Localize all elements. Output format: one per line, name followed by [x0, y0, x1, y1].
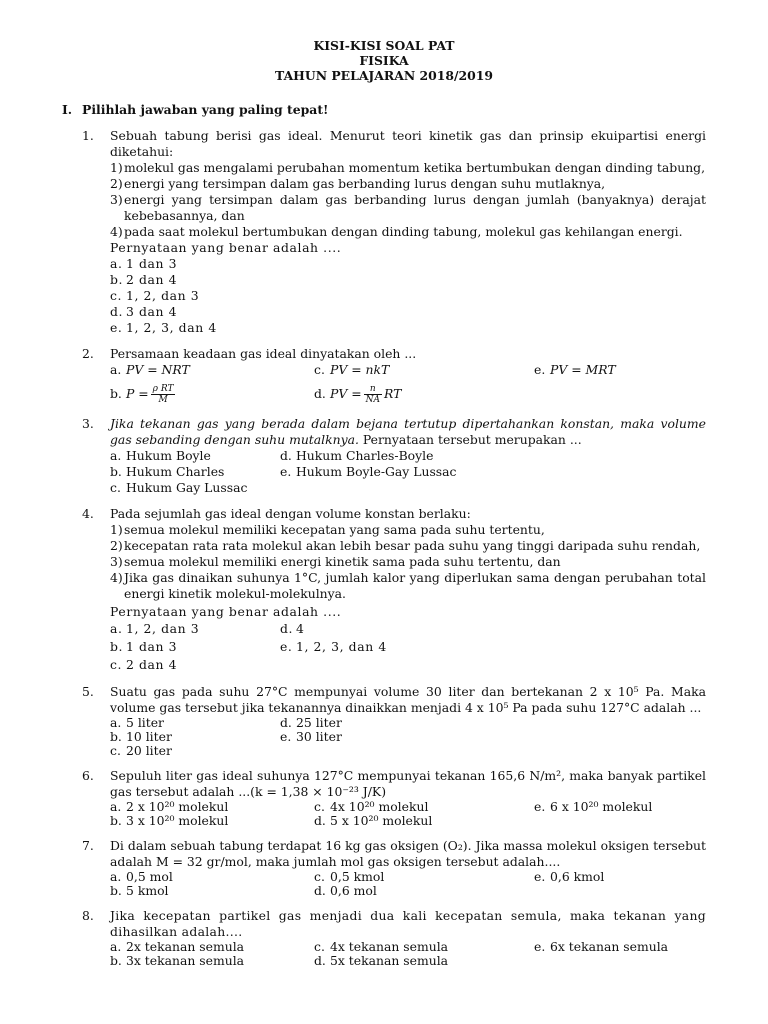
question-number: 4.: [82, 506, 94, 521]
question-number: 2.: [82, 346, 94, 361]
question-6: [62, 768, 706, 828]
statement-text: energi yang tersimpan dalam gas berbanding lurus dengan suhu mutlaknya,: [124, 176, 606, 191]
fraction: $\frac{n}{NA}$: [365, 384, 380, 405]
answer-option[interactable]: c. 1, 2, dan 3: [110, 288, 200, 303]
question-number: 1.: [82, 128, 94, 143]
statement-number: 1): [110, 160, 123, 175]
statement-number: 3): [110, 192, 123, 207]
question-statement-italic: Jika tekanan gas yang berada dalam bejana tertutup dipertahankan konstan, maka volume gas sebanding dengan suhu mutalknya.: [110, 416, 706, 447]
answer-option[interactable]: b. 2 dan 4: [110, 272, 178, 287]
answer-option[interactable]: d. 5 x 10²⁰ molekul: [314, 813, 433, 828]
answer-options: [110, 940, 706, 968]
answer-option[interactable]: e. 1, 2, 3, dan 4: [280, 639, 387, 654]
answer-options: [110, 716, 706, 758]
answer-option[interactable]: b. Hukum Charles: [110, 464, 225, 479]
formula: PV = nkT: [330, 362, 390, 377]
answer-options: [110, 382, 706, 406]
answer-option[interactable]: d. 25 liter: [280, 715, 342, 730]
answer-option[interactable]: a. 1 dan 3: [110, 256, 178, 271]
answer-option[interactable]: a. Hukum Boyle: [110, 448, 211, 463]
question-2: [62, 346, 706, 406]
statement: [110, 176, 706, 192]
statement-number: 2): [110, 176, 123, 191]
answer-option-e[interactable]: e. PV = MRT: [534, 362, 616, 377]
question-text: Pada sejumlah gas ideal dengan volume konstan berlaku:: [110, 506, 471, 521]
question-prompt: Pernyataan yang benar adalah ....: [110, 604, 342, 619]
answer-option[interactable]: b. 5 kmol: [110, 883, 169, 898]
statement-text: semua molekul memiliki kecepatan yang sama pada suhu tertentu,: [124, 522, 545, 537]
question-8: [62, 908, 706, 968]
statement-text: pada saat molekul bertumbukan dengan dinding tabung, molekul gas kehilangan energi.: [124, 224, 683, 239]
answer-option[interactable]: d. 5x tekanan semula: [314, 953, 449, 968]
formula: PV = MRT: [550, 362, 616, 377]
statement-number: 3): [110, 554, 123, 569]
answer-options: [110, 620, 706, 674]
question-text: Sebuah tabung berisi gas ideal. Menurut teori kinetik gas dan prinsip ekuipartisi energi diketahui:: [110, 128, 706, 159]
statement-number: 4): [110, 570, 123, 585]
answer-option[interactable]: c. 4x 10²⁰ molekul: [314, 799, 429, 814]
answer-options: [110, 448, 706, 496]
answer-option[interactable]: b. 10 liter: [110, 729, 172, 744]
answer-option[interactable]: a. 1, 2, dan 3: [110, 621, 200, 636]
answer-option[interactable]: d. 4: [280, 621, 305, 636]
question-1: [62, 128, 706, 336]
answer-option[interactable]: d. 3 dan 4: [110, 304, 178, 319]
statement: [110, 522, 706, 538]
statement: [110, 554, 706, 570]
answer-option-a[interactable]: a. PV = NRT: [110, 362, 190, 377]
answer-option[interactable]: a. 0,5 mol: [110, 869, 173, 884]
question-text: Persamaan keadaan gas ideal dinyatakan oleh ...: [110, 346, 417, 361]
answer-option[interactable]: a. 2x tekanan semula: [110, 939, 245, 954]
header-subject: FISIKA: [359, 53, 409, 68]
answer-option[interactable]: b. 1 dan 3: [110, 639, 178, 654]
statement-text: energi yang tersimpan dalam gas berbanding lurus dengan jumlah (banyaknya) derajat kebebasannya, dan: [124, 192, 706, 223]
question-text: [110, 416, 706, 448]
header-year: TAHUN PELAJARAN 2018/2019: [275, 68, 493, 83]
question-number: 6.: [82, 768, 94, 783]
statement: [110, 538, 706, 554]
answer-option[interactable]: c. 4x tekanan semula: [314, 939, 449, 954]
answer-option[interactable]: e. 0,6 kmol: [534, 869, 605, 884]
question-7: [62, 838, 706, 898]
answer-options: [110, 362, 706, 378]
question-4: [62, 506, 706, 674]
answer-option[interactable]: c. 0,5 kmol: [314, 869, 385, 884]
formula-lhs: PV =: [330, 386, 362, 401]
question-tail: Pernyataan tersebut merupakan ...: [358, 432, 582, 447]
statement-text: Jika gas dinaikan suhunya 1°C, jumlah kalor yang diperlukan sama dengan perubahan total energi kinetik molekul-molekulnya.: [124, 570, 706, 601]
statement: [110, 224, 706, 240]
formula: PV = NRT: [126, 362, 190, 377]
section-title: Pilihlah jawaban yang paling tepat!: [82, 102, 329, 117]
answer-option[interactable]: e. 1, 2, 3, dan 4: [110, 320, 217, 335]
answer-options: [110, 256, 706, 336]
answer-option[interactable]: a. 2 x 10²⁰ molekul: [110, 799, 229, 814]
answer-option[interactable]: c. Hukum Gay Lussac: [110, 480, 248, 495]
statement-number: 1): [110, 522, 123, 537]
question-prompt: Pernyataan yang benar adalah ....: [110, 240, 342, 255]
question-5: [62, 684, 706, 758]
answer-option[interactable]: d. Hukum Charles-Boyle: [280, 448, 434, 463]
statement-number: 2): [110, 538, 123, 553]
question-3: [62, 416, 706, 496]
statement: [110, 160, 706, 176]
answer-option[interactable]: b. 3x tekanan semula: [110, 953, 245, 968]
formula-lhs: P =: [126, 386, 149, 401]
answer-option[interactable]: e. Hukum Boyle-Gay Lussac: [280, 464, 457, 479]
answer-option[interactable]: e. 6 x 10²⁰ molekul: [534, 799, 653, 814]
statement: [110, 570, 706, 602]
statement-number: 4): [110, 224, 123, 239]
answer-options: [110, 870, 706, 898]
answer-option[interactable]: c. 2 dan 4: [110, 657, 178, 672]
document-header: [62, 38, 706, 83]
answer-option-c[interactable]: c. PV = nkT: [314, 362, 390, 377]
answer-option-d[interactable]: d. PV = $\frac{n}{NA}$ RT: [314, 384, 402, 405]
statement: [110, 192, 706, 224]
section-heading: [62, 102, 706, 118]
question-text: Jika kecepatan partikel gas menjadi dua kali kecepatan semula, maka tekanan yang dihasilkan adalah....: [110, 908, 706, 939]
question-number: 8.: [82, 908, 94, 923]
fraction: $\frac{\text{ρ RT}}{M}$: [152, 384, 174, 405]
answer-option[interactable]: e. 6x tekanan semula: [534, 939, 669, 954]
answer-option[interactable]: d. 0,6 mol: [314, 883, 377, 898]
question-number: 3.: [82, 416, 94, 431]
question-text: Suatu gas pada suhu 27°C mempunyai volume 30 liter dan bertekanan 2 x 10⁵ Pa. Maka volume gas tersebut jika tekanannya dinaikkan menjadi 4 x 10⁵ Pa pada suhu 127°C adalah ...: [110, 684, 706, 715]
question-text: Di dalam sebuah tabung terdapat 16 kg gas oksigen (O₂). Jika massa molekul oksigen tersebut adalah M = 32 gr/mol, maka jumlah mol gas oksigen tersebut adalah....: [110, 838, 706, 869]
statement-text: molekul gas mengalami perubahan momentum ketika bertumbukan dengan dinding tabung,: [124, 160, 706, 175]
statement-text: kecepatan rata rata molekul akan lebih besar pada suhu yang tinggi daripada suhu rendah,: [124, 538, 701, 553]
question-number: 7.: [82, 838, 94, 853]
answer-option[interactable]: b. 3 x 10²⁰ molekul: [110, 813, 229, 828]
answer-option[interactable]: a. 5 liter: [110, 715, 164, 730]
question-text: Sepuluh liter gas ideal suhunya 127°C mempunyai tekanan 165,6 N/m², maka banyak partikel gas tersebut adalah ...(k = 1,38 × 10⁻²³ J/K): [110, 768, 706, 799]
answer-options: [110, 800, 706, 828]
answer-option[interactable]: e. 30 liter: [280, 729, 342, 744]
answer-option-b[interactable]: b. P = $\frac{\text{ρ RT}}{M}$: [110, 384, 174, 405]
section-number: I.: [62, 102, 73, 117]
formula-rhs: RT: [383, 386, 402, 401]
header-title: KISI-KISI SOAL PAT: [313, 38, 455, 53]
answer-option[interactable]: c. 20 liter: [110, 743, 172, 758]
question-number: 5.: [82, 684, 94, 699]
statement-text: semua molekul memiliki energi kinetik sama pada suhu tertentu, dan: [124, 554, 561, 569]
